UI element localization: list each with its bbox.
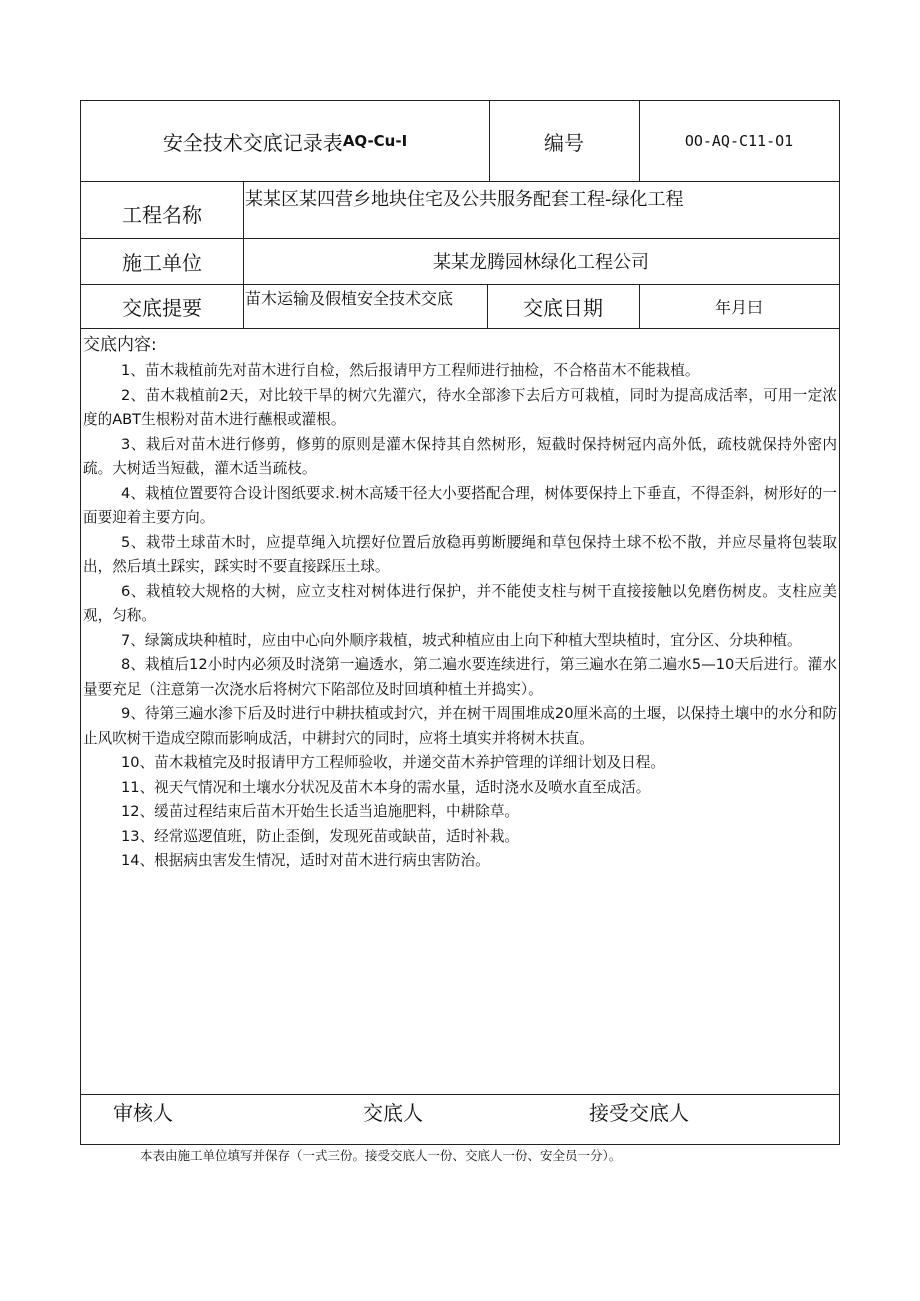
list-item: 9、待第三遍水渗下后及时进行中耕扶植或封穴，并在树干周围堆成20厘米高的土堰，以保持土壤中的水分和防止风吹树干造成空隙而影响成活，中耕封穴的同时，应将土填实并将树木扶直。 [83,705,837,747]
list-item: 14、根据病虫害发生情况，适时对苗木进行病虫害防治。 [121,852,490,869]
page-title [81,101,489,181]
list-item: 4、栽植位置要符合设计图纸要求.树木高矮干径大小要搭配合理，树体要保持上下垂直，不得歪斜，树形好的一面要迎着主要方向。 [83,484,837,526]
list-item: 5、栽带土球苗木时，应提草绳入坑摆好位置后放稳再剪断腰绳和草包保持土球不松不散，并应尽量将包装取出，然后填土踩实，踩实时不要直接踩压土球。 [83,533,837,575]
divider [81,328,839,329]
briefing-content [81,333,839,874]
receiver-signature-label: 接受交底人 [589,1101,689,1125]
project-name-value: 某某区某四营乡地块住宅及公共服务配套工程-绿化工程 [245,189,684,210]
number-value: OO-AQ-C11-O1 [684,132,794,150]
content-heading: 交底内容: [83,335,157,355]
divider [81,1094,839,1095]
number-label: 编号 [544,130,584,155]
list-item: 10、苗木栽植完及时报请甲方工程师验收，并递交苗木养护管理的详细计划及日程。 [121,754,665,771]
list-item: 12、缓苗过程结束后苗木开始生长适当追施肥料，中耕除草。 [121,803,520,820]
project-name-label: 工程名称 [122,203,202,227]
title-code: AQ-Cu-I [342,132,408,150]
briefing-summary-label: 交底提要 [122,295,202,320]
list-item: 6、栽植较大规格的大树，应立支柱对树体进行保护，并不能使支柱与树干直接接触以免磨伤树皮。支柱应美观，匀称。 [83,582,837,624]
briefing-date-label: 交底日期 [523,295,603,320]
construction-unit-value: 某某龙腾园林绿化工程公司 [433,252,649,273]
list-item: 3、栽后对苗木进行修剪，修剪的原则是灌木保持其自然树形，短截时保持树冠内高外低，疏枝就保持外密内疏。大树适当短截，灌木适当疏枝。 [83,435,837,477]
list-item: 7、绿篱成块种植时，应由中心向外顺序栽植，坡式种植应由上向下种植大型块植时，宜分区、分块种植。 [121,631,802,649]
list-item: 1、苗木栽植前先对苗木进行自检，然后报请甲方工程师进行抽检，不合格苗木不能栽植。 [121,362,700,379]
safety-record-table [80,100,840,1145]
list-item: 11、视天气情况和土壤水分状况及苗木本身的需水量，适时浇水及喷水直至成活。 [121,778,651,796]
construction-unit-label: 施工单位 [122,250,202,275]
briefing-date-value: 年月曰 [714,297,763,317]
footnote: 本表由施工单位填写并保存（一式三份。接受交底人一份、交底人一份、安全员一分）。 [140,1148,622,1163]
list-item: 2、苗木栽植前2天，对比较干旱的树穴先灌穴，待水全部渗下去后方可栽植，同时为提高成活率，可用一定浓度的ABT生根粉对苗木进行蘸根或灌根。 [83,386,837,428]
reviewer-signature-label: 审核人 [113,1101,173,1125]
list-item: 8、栽植后12小时内必须及时浇第一遍透水，第二遍水要连续进行，第三遍水在第二遍水5—10天后进行。灌水量要充足（注意第一次浇水后将树穴下陷部位及时回填种植土并捣实）。 [83,656,837,698]
list-item: 13、经常巡逻值班，防止歪倒，发现死苗或缺苗，适时补栽。 [121,827,520,845]
presenter-signature-label: 交底人 [363,1101,423,1125]
briefing-summary-value: 苗木运输及假植安全技术交底 [245,288,454,308]
title-text: 安全技术交底记录表 [162,130,343,155]
